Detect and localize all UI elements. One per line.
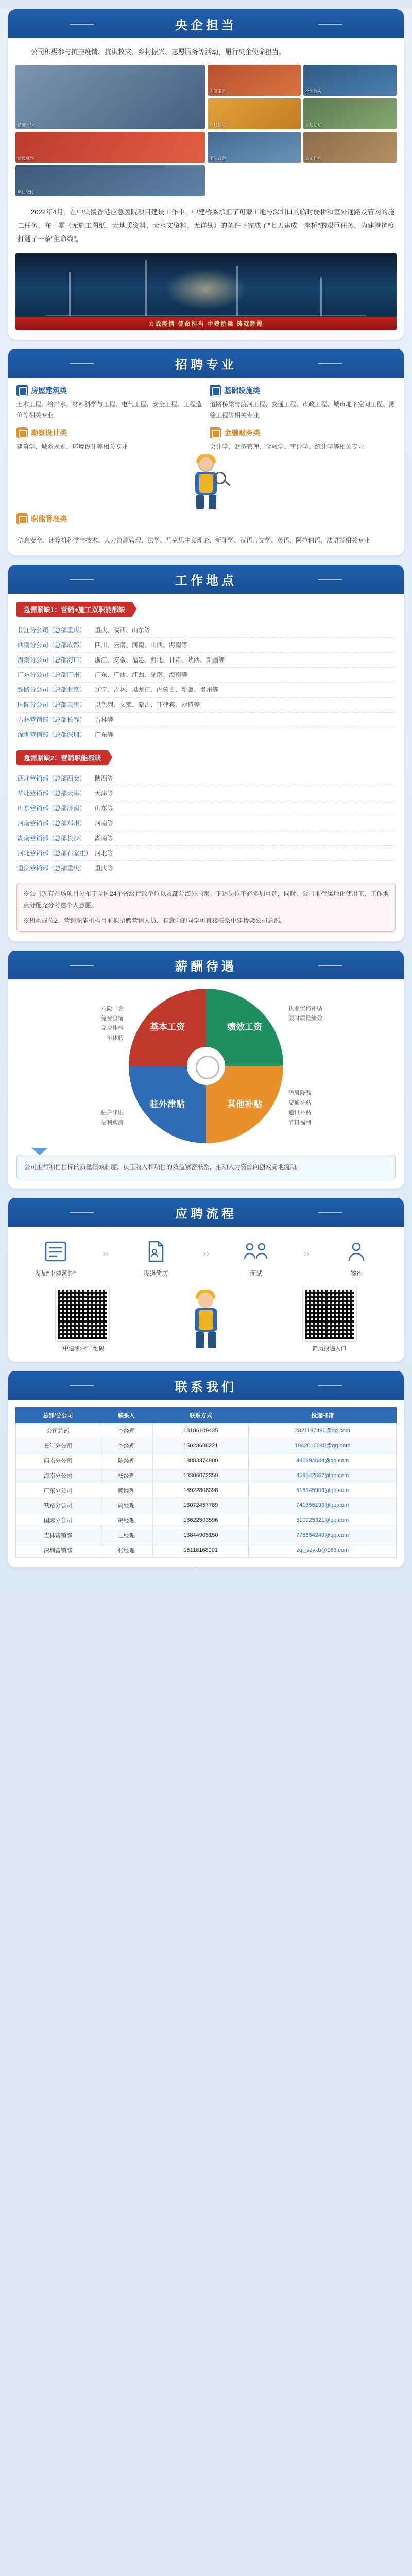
legend-item: 驻户津贴	[101, 1110, 124, 1116]
majors-grid-single	[8, 511, 404, 528]
locations-note-line-1: ※公司现有在场项目分布于全国24个省级行政单位以及部分海外国家。下述岗位不必多加可选，同时，公司推行属地化使用工，工作地点分配充分考虑个人意愿。	[23, 890, 389, 909]
major-group-title: 基础设施类	[224, 386, 260, 395]
location-value: 湖南等	[95, 835, 114, 842]
location-branch: 湖南营销部（总部长沙）	[18, 835, 86, 842]
cell-phone: 13844905150	[153, 1528, 249, 1543]
location-value: 重庆等	[95, 865, 114, 872]
legend-item: 节日福利	[288, 1120, 311, 1126]
location-value: 辽宁、吉林、黑龙江、内蒙古、新疆、贵州等	[95, 686, 219, 693]
location-value: 山东等	[95, 805, 114, 812]
qr-assessment[interactable]	[54, 1287, 111, 1352]
compass-icon	[16, 427, 28, 438]
locations-note	[16, 883, 396, 932]
photo-item	[208, 65, 301, 96]
cell-contact: 张经理	[100, 1543, 153, 1558]
major-header	[210, 385, 396, 396]
location-row	[18, 771, 394, 786]
location-value: 陕西等	[95, 775, 114, 782]
location-row	[18, 698, 394, 713]
cell-contact: 杨经理	[100, 1468, 153, 1483]
location-branch: 海南分公司（总部海口）	[18, 656, 86, 664]
cell-contact: 李经理	[100, 1423, 153, 1438]
location-row	[18, 683, 394, 698]
legend-item: 防暑降温	[288, 1090, 311, 1096]
salary-note-text: 公司推行项目目标的质量绩效制度，员工收入和项目的效益紧密联系，推动人力资源向创效高地流动。	[24, 1163, 303, 1171]
cell-email[interactable]: 459542567@qq.com	[249, 1468, 397, 1483]
process-step-label: 签约	[350, 1270, 363, 1277]
worker-leg	[208, 1332, 216, 1348]
cell-phone: 15023688221	[153, 1438, 249, 1453]
majors-note: 信息安全、计算机科学与技术、人力资源管理、法学、马克思主义理论、新闻学、汉语言文学、英语、阿拉伯语、法语等相关专业	[18, 537, 370, 544]
photo-item	[303, 132, 397, 163]
intro-paragraph-2: 2022年4月，在中央援香港应急医院项目建设工作中，中建桥梁承担了可蒙工地与深圳口的临时弱桥和室外通路及管网的施工任务，在「零（无施工图纸、无地质资料、无水文资料、无详勘）的条件下完成了"七天建成一座桥"的艰巨任务，为建港抗疫打通了一条"生命线"。	[18, 208, 394, 243]
location-row	[18, 831, 394, 846]
location-row	[18, 638, 394, 653]
cell-branch: 国际分公司	[16, 1513, 100, 1528]
cell-branch: 西南分公司	[16, 1453, 100, 1468]
contact-table-wrap	[8, 1400, 404, 1558]
qr-resume[interactable]	[301, 1287, 358, 1352]
table-row	[16, 1528, 397, 1543]
qr-caption: "中建测评"二维码	[60, 1346, 105, 1352]
table-row	[16, 1468, 397, 1483]
location-row	[18, 668, 394, 683]
briefcase-icon	[16, 513, 28, 524]
qr-caption: 简历投递入口	[312, 1346, 347, 1352]
form-icon	[25, 1237, 87, 1266]
salary-note	[16, 1155, 396, 1179]
location-value: 吉林等	[95, 716, 114, 723]
major-group-text: 建筑学、城乡规划、环境设计等相关专业	[16, 443, 128, 450]
major-group-text: 道路桥梁与渡河工程、交通工程、市政工程、城市地下空间工程、测绘工程等相关专业	[210, 401, 396, 419]
section-card-process	[8, 1198, 404, 1362]
location-branch: 重庆营销部（总部重庆）	[18, 865, 86, 872]
resume-icon	[125, 1237, 187, 1266]
major-header	[16, 427, 202, 438]
section-title-contact: 联系我们	[8, 1371, 404, 1400]
location-value: 重庆、陕西、山东等	[95, 626, 151, 634]
location-value: 河南等	[95, 820, 114, 827]
legend-item: 六险二金	[101, 1006, 124, 1012]
location-branch: 西南分公司（总部成都）	[18, 641, 86, 649]
process-step-assessment	[25, 1237, 87, 1278]
section-title-process: 应聘流程	[8, 1198, 404, 1227]
major-group-functional	[16, 513, 396, 528]
legend-item: 通讯补贴	[288, 1110, 311, 1116]
intro-paragraph-1: 公司积极参与抗击疫情、抗洪救灾、乡村振兴、志愿服务等活动，履行央企使命担当。	[31, 48, 286, 56]
section-card-majors	[8, 349, 404, 555]
cell-email[interactable]: 510925321@qq.com	[249, 1513, 397, 1528]
major-group-title: 职能管理类	[31, 515, 67, 523]
chevron-right-icon: ››	[303, 1248, 310, 1259]
legend-item: 免费体检	[101, 1025, 124, 1031]
legend-item: 限时质量绩效	[288, 1015, 322, 1022]
photo-item	[303, 65, 397, 96]
worker-illustration	[182, 1284, 230, 1352]
process-flow	[8, 1227, 404, 1281]
location-value: 以色列、文莱、蒙古、菲律宾、沙特等	[95, 701, 200, 708]
urgent-tag-1: 急需紧缺1：营销+施工双职能都缺	[16, 602, 132, 617]
cell-email[interactable]: 741355193@qq.com	[249, 1498, 397, 1513]
cell-contact: 陈经理	[100, 1453, 153, 1468]
section-card-contact	[8, 1371, 404, 1567]
section-title-majors: 招聘专业	[8, 349, 404, 378]
cell-branch: 公司总部	[16, 1423, 100, 1438]
process-step-signing	[325, 1237, 387, 1278]
cell-branch: 铁路分公司	[16, 1498, 100, 1513]
location-row	[18, 861, 394, 875]
cell-email[interactable]: 515945906@qq.com	[249, 1483, 397, 1498]
legend-item: 交通补贴	[288, 1100, 311, 1106]
location-branch: 深圳营销部（总部深圳）	[18, 731, 86, 738]
section-title-central-enterprise: 央企担当	[8, 9, 404, 38]
photo-item	[303, 98, 397, 129]
triangle-icon	[31, 1148, 48, 1155]
table-body	[16, 1423, 397, 1558]
qr-code-image[interactable]	[56, 1287, 109, 1341]
location-list-1	[8, 621, 404, 742]
major-group-title: 勘察设计类	[31, 429, 67, 437]
photo-item	[208, 98, 301, 129]
location-branch: 铁路分公司（总部北京）	[18, 686, 86, 693]
photo-item	[15, 165, 205, 196]
cell-phone: 15118168001	[153, 1543, 249, 1558]
qr-row	[8, 1281, 404, 1352]
location-value: 河北等	[95, 850, 114, 857]
major-header	[16, 513, 396, 524]
cell-contact: 周经理	[100, 1498, 153, 1513]
photo-banner-caption: 力战疫情 使命担当 中建桥梁 铸就辉煌	[15, 317, 397, 330]
location-value: 广东、广西、江西、湖南、海南等	[95, 671, 188, 679]
section-title-salary: 薪酬待遇	[8, 951, 404, 979]
cell-phone: 18622503596	[153, 1513, 249, 1528]
road-icon	[210, 385, 221, 396]
photo-caption: 乡村振兴	[209, 123, 226, 127]
mascot-leg	[196, 495, 204, 509]
photo-item	[15, 65, 205, 129]
cell-branch: 深圳营销部	[16, 1543, 100, 1558]
major-group-title: 金融财务类	[224, 429, 260, 437]
location-row	[18, 846, 394, 861]
major-group-text: 土木工程、给排水、材料科学与工程、电气工程、安全工程、工程造价等相关专业	[16, 401, 202, 419]
worker-leg	[196, 1332, 204, 1348]
salary-diagram-wrap	[8, 979, 404, 1143]
qr-code-image[interactable]	[303, 1287, 356, 1341]
cell-phone: 18922808398	[153, 1483, 249, 1498]
cell-phone: 18186109435	[153, 1423, 249, 1438]
legend-item: 福利购房	[101, 1120, 124, 1126]
chevron-right-icon: ››	[202, 1248, 209, 1259]
salary-quadrant-performance: 绩效工资	[206, 989, 283, 1066]
location-list-2	[8, 769, 404, 875]
cell-contact: 赖经理	[100, 1483, 153, 1498]
photo-item	[208, 132, 301, 163]
interview-icon	[225, 1237, 287, 1266]
cell-email[interactable]: 1942016040@qq.com	[249, 1438, 397, 1453]
process-step-interview	[225, 1237, 287, 1278]
location-row	[18, 623, 394, 638]
major-group-infrastructure	[210, 385, 396, 421]
location-value: 广东等	[95, 731, 114, 738]
table-row	[16, 1483, 397, 1498]
coin-icon	[210, 427, 221, 438]
table-row	[16, 1498, 397, 1513]
location-branch: 河北营销部（总部石家庄）	[18, 850, 92, 857]
mascot-leg	[209, 495, 216, 509]
photo-caption: 抢险救灾	[305, 89, 322, 94]
major-group-text: 会计学、财务管理、金融学、审计学、统计学等相关专业	[210, 443, 365, 450]
magnifier-icon	[214, 472, 226, 484]
legend-item: 免费食宿	[101, 1015, 124, 1022]
locations-note-line-2: ※机构岗位2：营销职能机构目前拟招聘营销人员，有意向的同学可直接联系中建桥梁公司总部。	[23, 917, 286, 924]
cell-phone: 13072457789	[153, 1498, 249, 1513]
salary-quadrant-base: 基本工资	[129, 989, 206, 1066]
location-row	[18, 653, 394, 668]
process-step-label: 面试	[250, 1270, 263, 1277]
col-header-branch: 总部/分公司	[16, 1408, 100, 1423]
table-row	[16, 1453, 397, 1468]
cell-email[interactable]: 490994644@qq.com	[249, 1453, 397, 1468]
location-branch: 国际分公司（总部天津）	[18, 701, 86, 708]
salary-legend-top-right	[288, 1004, 355, 1024]
location-branch: 华北营销部（总部天津）	[18, 790, 86, 797]
section-card-work-locations	[8, 565, 404, 941]
legend-item: 执业资格补贴	[288, 1006, 322, 1012]
major-group-survey-design	[16, 427, 202, 452]
photo-tower	[69, 272, 71, 316]
location-branch: 山东营销部（总部济南）	[18, 805, 86, 812]
location-branch: 长江分公司（总部重庆）	[18, 626, 86, 634]
major-group-building	[16, 385, 202, 421]
engineer-mascot-illustration	[184, 454, 228, 511]
majors-grid	[8, 378, 404, 452]
photo-tower	[320, 278, 322, 316]
section-card-salary	[8, 951, 404, 1189]
table-row	[16, 1543, 397, 1558]
photo-crane-line	[46, 315, 366, 316]
photo-tower	[236, 266, 238, 316]
photo-item	[15, 132, 205, 163]
col-header-email: 投递邮箱	[249, 1408, 397, 1423]
major-group-finance	[210, 427, 396, 452]
cell-branch: 长江分公司	[16, 1438, 100, 1453]
wheel-center	[187, 1047, 225, 1085]
location-value: 天津等	[95, 790, 114, 797]
worker-head	[198, 1293, 213, 1308]
signing-icon	[325, 1237, 387, 1266]
photo-caption: 施工作业	[305, 156, 322, 161]
chevron-right-icon: ››	[102, 1248, 109, 1259]
location-branch: 西北营销部（总部西安）	[18, 775, 86, 782]
salary-wheel	[101, 989, 322, 1143]
location-branch: 吉林营销部（总部长春）	[18, 716, 86, 723]
cell-phone: 18883374900	[153, 1453, 249, 1468]
col-header-phone: 联系方式	[153, 1408, 249, 1423]
photo-caption: 建设现场	[18, 156, 34, 161]
salary-legend-bottom-left	[57, 1108, 124, 1128]
location-value: 四川、云南、河南、山西、海南等	[95, 641, 188, 649]
photo-glow	[165, 268, 247, 310]
cell-contact: 李经理	[100, 1438, 153, 1453]
process-step-label: 投递简历	[143, 1270, 168, 1277]
photo-collage	[8, 62, 404, 198]
salary-legend-top-left	[57, 1004, 124, 1043]
worker-vest	[199, 1310, 213, 1330]
location-row	[18, 816, 394, 831]
building-icon	[16, 385, 28, 396]
salary-canvas	[57, 989, 355, 1143]
urgent-tag-2: 急需紧缺2：营销职能都缺	[16, 750, 108, 765]
section-card-central-enterprise	[8, 9, 404, 340]
location-row	[18, 727, 394, 742]
cell-contact: 王经理	[100, 1528, 153, 1543]
cell-email[interactable]: 775854249@qq.com	[249, 1528, 397, 1543]
salary-quadrant-overseas: 驻外津贴	[129, 1066, 206, 1143]
photo-caption: 党建活动	[305, 123, 322, 127]
location-branch: 河南营销部（总部郑州）	[18, 820, 86, 827]
salary-quadrant-other: 其他补贴	[206, 1066, 283, 1143]
section-title-work-locations: 工作地点	[8, 565, 404, 594]
cell-branch: 广东分公司	[16, 1483, 100, 1498]
location-value: 浙江、安徽、福建、河北、甘肃、陕西、新疆等	[95, 656, 225, 664]
photo-caption: 志愿服务	[209, 89, 226, 94]
col-header-contact: 联系人	[100, 1408, 153, 1423]
major-header	[16, 385, 202, 396]
mascot-head	[198, 456, 214, 472]
salary-legend-bottom-right	[288, 1089, 355, 1128]
photo-tower	[145, 260, 147, 316]
cell-branch: 海南分公司	[16, 1468, 100, 1483]
cell-contact: 韩经理	[100, 1513, 153, 1528]
table-header-row	[16, 1408, 397, 1423]
major-group-title: 房屋建筑类	[31, 386, 67, 395]
table-row	[16, 1423, 397, 1438]
location-row	[18, 786, 394, 801]
contact-table	[15, 1407, 397, 1558]
mascot-vest	[199, 474, 213, 493]
location-branch: 广东分公司（总部广州）	[18, 671, 86, 679]
cell-email[interactable]: 2821197496@qq.com	[249, 1423, 397, 1438]
night-construction-photo	[15, 253, 397, 330]
location-row	[18, 713, 394, 727]
legend-item: 年休假	[107, 1035, 124, 1041]
table-row	[16, 1438, 397, 1453]
photo-caption: 项目交付	[18, 190, 34, 194]
process-step-resume	[125, 1237, 187, 1278]
table-row	[16, 1513, 397, 1528]
location-row	[18, 801, 394, 816]
cell-email[interactable]: zql_szyxb@163.com	[249, 1543, 397, 1558]
photo-caption: 抗疫一线	[18, 123, 34, 127]
process-step-label: 参加"中建测评"	[35, 1270, 76, 1277]
cell-branch: 吉林营销部	[16, 1528, 100, 1543]
photo-caption: 团队合影	[209, 156, 226, 161]
major-header	[210, 427, 396, 438]
page-root	[0, 9, 412, 1587]
cell-phone: 13306072350	[153, 1468, 249, 1483]
